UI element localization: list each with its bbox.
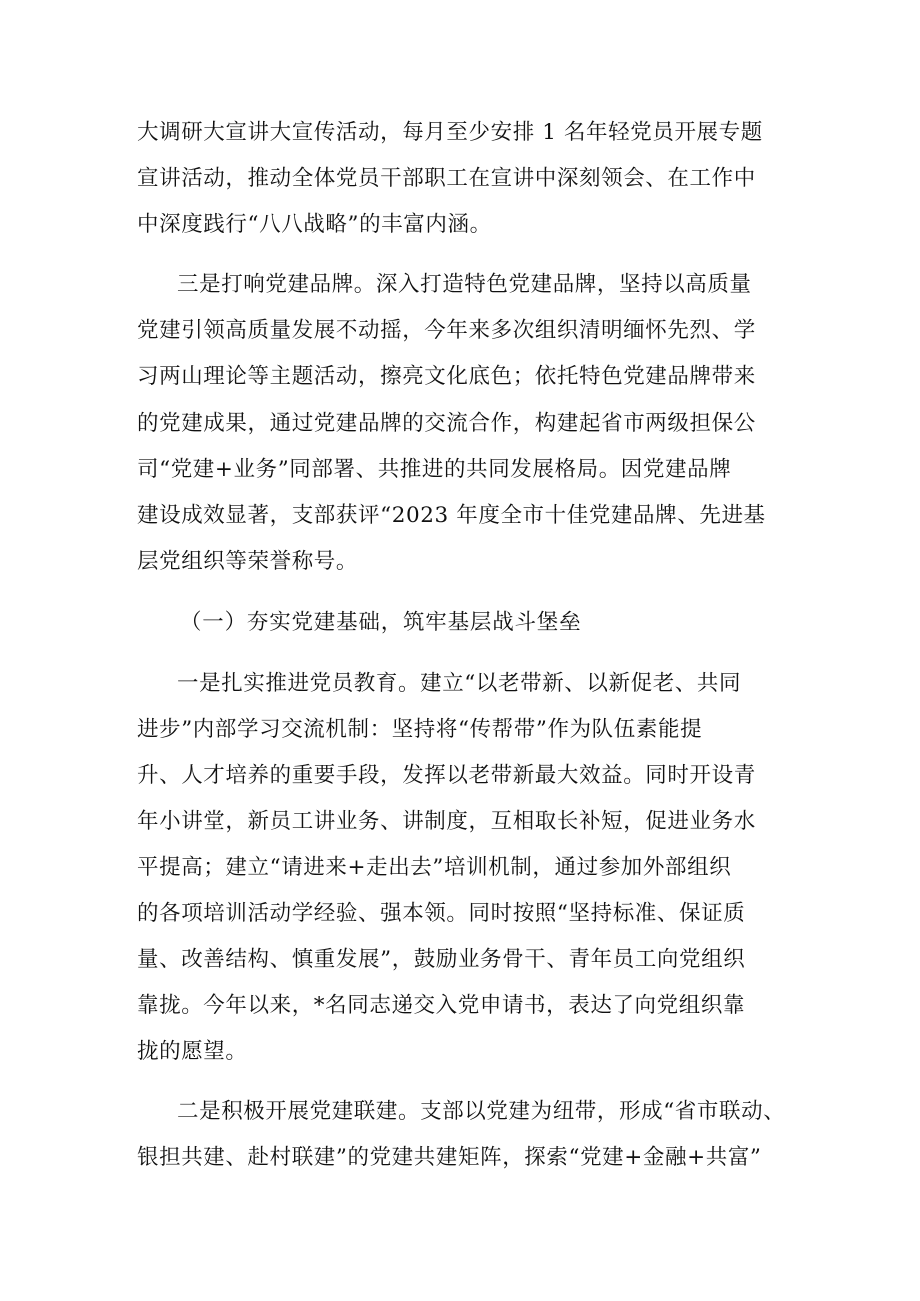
text-line: 中深度践行“八八战略”的丰富内涵。 <box>137 212 492 237</box>
text-line: 的各项培训活动学经验、强本领。同时按照“坚持标准、保证质 <box>137 901 746 926</box>
text-line: 拢的愿望。 <box>137 1039 248 1064</box>
text-line: 平提高；建立“请进来+走出去”培训机制，通过参加外部组织 <box>137 855 732 880</box>
text-line: 三是打响党建品牌。深入打造特色党建品牌，坚持以高质量 <box>177 272 752 297</box>
text-line: 宣讲活动，推动全体党员干部职工在宣讲中深刻领会、在工作中 <box>137 166 756 191</box>
text-line: 年小讲堂，新员工讲业务、讲制度，互相取长补短，促进业务水 <box>137 809 756 834</box>
text-line: 党建引领高质量发展不动摇，今年来多次组织清明缅怀先烈、学 <box>137 318 756 343</box>
text-line: 银担共建、赴村联建”的党建共建矩阵，探索“党建+金融+共富” <box>137 1145 762 1170</box>
text-line: 靠拢。今年以来，*名同志递交入党申请书，表达了向党组织靠 <box>137 993 746 1018</box>
text-line: 大调研大宣讲大宣传活动，每月至少安排 1 名年轻党员开展专题 <box>137 120 763 145</box>
text-line: 进步”内部学习交流机制：坚持将“传帮带”作为队伍素能提 <box>137 717 703 742</box>
text-line: 二是积极开展党建联建。支部以党建为纽带，形成“省市联动、 <box>177 1099 786 1124</box>
text-line: 司“党建+业务”同部署、共推进的共同发展格局。因党建品牌 <box>137 457 732 482</box>
text-line: 一是扎实推进党员教育。建立“以老带新、以新促老、共同 <box>177 671 742 696</box>
section-heading: （一）夯实党建基础，筑牢基层战斗堡垒 <box>180 610 582 635</box>
text-line: 习两山理论等主题活动，擦亮文化底色；依托特色党建品牌带来 <box>137 364 756 389</box>
text-line: 层党组织等荣誉称号。 <box>137 549 359 574</box>
text-line: 量、改善结构、慎重发展”，鼓励业务骨干、青年员工向党组织 <box>137 947 746 972</box>
text-line: 升、人才培养的重要手段，发挥以老带新最大效益。同时开设青 <box>137 763 756 788</box>
text-line: 的党建成果，通过党建品牌的交流合作，构建起省市两级担保公 <box>137 411 756 436</box>
text-line: 建设成效显著，支部获评“2023 年度全市十佳党建品牌、先进基 <box>137 503 766 528</box>
